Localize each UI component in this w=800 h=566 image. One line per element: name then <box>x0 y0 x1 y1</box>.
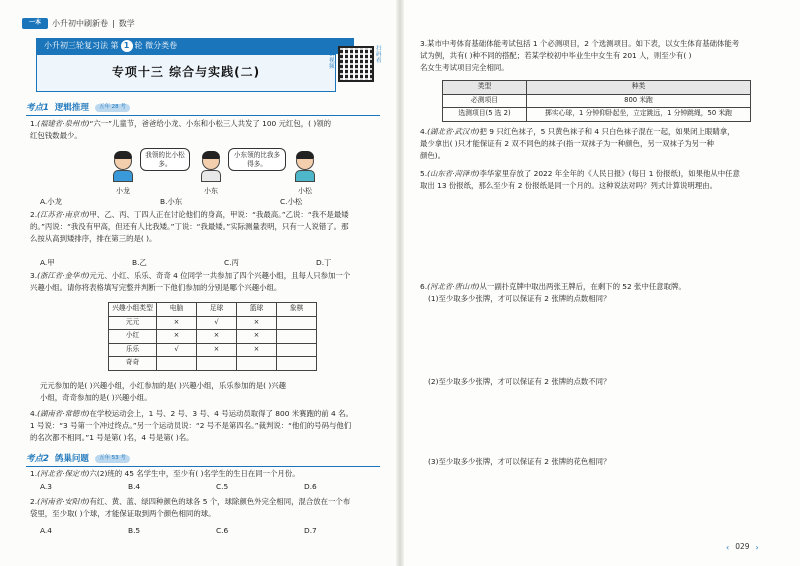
table-cell: 种类 <box>527 81 751 95</box>
section-heading-2 <box>26 452 130 466</box>
page-number-label: 029 <box>735 542 750 552</box>
qr-code-icon[interactable] <box>338 46 374 82</box>
kid-illustration <box>200 152 222 184</box>
question-text: 袋里，至少取( )个球，才能保证取到两个颜色相同的球。 <box>30 508 216 518</box>
question-text: 颜色)。 <box>420 150 446 160</box>
option[interactable]: C.小松 <box>280 197 303 206</box>
table-row <box>109 343 317 357</box>
table-cell: 象棋 <box>277 303 317 317</box>
section-name: 逻辑推理 <box>54 102 89 113</box>
question-text: 兴趣小组。请你将表格填写完整并判断一下他们参加的分别是哪个兴趣小组。 <box>30 282 282 292</box>
series-title: 小升初中刷新卷 <box>52 19 108 28</box>
question-text: 有红、黄、蓝、绿四种颜色的球各 5 个，球除颜色外完全相同，混合放在一个布 <box>89 497 351 506</box>
page-header <box>22 18 135 30</box>
question-3-answers <box>40 380 390 404</box>
question-number: 2. <box>30 210 38 219</box>
sub-question-3 <box>428 456 782 468</box>
question-source: (河北省·唐山市) <box>427 282 480 291</box>
question-text: 从一副扑克牌中取出两张王牌后，在剩下的 52 张中任意取牌。 <box>479 282 686 291</box>
banner-suffix: 轮 微分类卷 <box>134 41 178 51</box>
table-cell: 足球 <box>197 303 237 317</box>
question-text: 元元、小红、乐乐、奇奇 4 位同学一共参加了四个兴趣小组，且每人只参加一个 <box>89 271 351 280</box>
table-row <box>443 94 751 108</box>
table-row <box>109 357 317 371</box>
option[interactable]: B.5 <box>128 526 141 535</box>
options-row <box>40 197 302 208</box>
question-source: (福建省·泉州市) <box>37 119 90 128</box>
table-cell: 掷实心球，1 分钟仰卧起坐，立定跳远，1 分钟跳绳，50 米跑 <box>527 108 751 122</box>
question-text: 甲、乙、丙、丁四人正在讨论他们的身高，甲说：“我最高。”乙说：“我不是最矮 <box>89 210 349 219</box>
option[interactable]: D.7 <box>304 526 317 535</box>
question-number: 6. <box>420 282 428 291</box>
options-row <box>40 526 317 537</box>
question-text: 名女生考试项目完全相同。 <box>420 62 509 72</box>
question-4 <box>30 408 386 444</box>
table-cell: × <box>237 316 277 330</box>
speech-bubble: 我领的比小松多。 <box>140 148 190 171</box>
book-gutter <box>396 0 404 566</box>
question-r5 <box>420 168 782 192</box>
table-cell: × <box>197 343 237 357</box>
option[interactable]: A.甲 <box>40 258 55 267</box>
brand-logo: 一本 <box>22 18 48 29</box>
page-title: 专项十三 综合与实践(二) <box>111 65 261 80</box>
table-cell: 奇奇 <box>109 357 157 371</box>
question-number: 2. <box>30 497 38 506</box>
table-cell: × <box>157 316 197 330</box>
table-cell: 乐乐 <box>109 343 157 357</box>
table-row <box>109 303 317 317</box>
question-text: 最少拿出( )只才能保证有 2 双不同色的袜子(指一双袜子为一种颜色，另一双袜子为另一种 <box>420 138 714 148</box>
kid-illustration <box>294 152 316 184</box>
question-text: 六(2)班的 45 名学生中，至少有( )名学生的生日在同一个月份。 <box>89 469 300 478</box>
table-cell: 必测项目 <box>443 94 527 108</box>
table-cell: √ <box>157 343 197 357</box>
section-rule <box>26 115 380 116</box>
table-cell: 800 米跑 <box>527 94 751 108</box>
question-1 <box>30 118 382 142</box>
round-number: 1 <box>121 40 133 52</box>
question-text: 试为例，共有( )种不同的搭配；若某学校初中毕业生中女生有 201 人，则至少有( ) <box>420 50 692 60</box>
question-source: (湖南省·常德市) <box>37 409 90 418</box>
table-cell[interactable] <box>157 357 197 371</box>
question-text: 李华家里存放了 2022 年全年的《人民日报》(每日 1 份报纸)，如果他从中任意 <box>479 169 740 178</box>
question-source: (浙江省·金华市) <box>37 271 90 280</box>
question-text: 在学校运动会上，1 号、2 号、3 号、4 号运动员取得了 800 米赛跑的前 4 名。 <box>89 409 353 418</box>
question-5 <box>30 468 386 480</box>
review-banner <box>36 38 354 54</box>
table-cell[interactable] <box>277 343 317 357</box>
table-row <box>109 316 317 330</box>
section-kd: 考点1 <box>26 102 49 113</box>
option[interactable]: B.4 <box>128 482 141 491</box>
section-pill: 五年 28 考 <box>95 104 130 112</box>
table-row <box>109 330 317 344</box>
table-cell: 兴趣小组类型 <box>109 303 157 317</box>
question-text: 的。”丙说：“我没有甲高，但还有人比我矮。”丁说：“我最矮。”实际测量表明，只有一人说错了。那 <box>30 221 349 231</box>
table-cell: × <box>197 330 237 344</box>
question-source: (河北省·保定市) <box>37 469 90 478</box>
topic-box <box>36 54 336 92</box>
sub-question: (1)至少取多少张牌，才可以保证有 2 张牌的点数相同？ <box>428 293 611 303</box>
question-source: (江苏省·南京市) <box>37 210 90 219</box>
question-number: 1. <box>30 469 38 478</box>
answer-blank-line[interactable]: 小组，奇奇参加的是( )兴趣小组。 <box>40 392 152 402</box>
qr-label-left: 精讲视频 <box>329 46 335 71</box>
sub-question: (3)至少取多少张牌，才可以保证有 2 张牌的花色相同？ <box>428 457 611 466</box>
prev-page-icon[interactable]: ‹ <box>726 543 730 552</box>
table-cell: × <box>237 330 277 344</box>
table-cell: 选测项目(5 选 2) <box>443 108 527 122</box>
table-cell: 元元 <box>109 316 157 330</box>
question-2 <box>30 209 386 245</box>
table-cell[interactable] <box>277 316 317 330</box>
question-r4 <box>420 126 782 162</box>
question-text: “六一”儿童节，爸爸给小龙、小东和小松三人共发了 100 元红包，( )领的 <box>89 119 332 128</box>
section-kd: 考点2 <box>26 453 49 464</box>
section-pill: 五年 53 考 <box>95 455 130 463</box>
table-cell: 小红 <box>109 330 157 344</box>
question-r3 <box>420 38 782 74</box>
table-cell: 篮球 <box>237 303 277 317</box>
question-text: 么按从高到矮排序，排在第三的是( )。 <box>30 233 157 243</box>
option[interactable]: B.乙 <box>132 258 147 267</box>
question-r6 <box>420 281 782 305</box>
question-number: 4. <box>420 127 428 136</box>
exam-items-table <box>442 80 751 122</box>
table-cell: √ <box>197 316 237 330</box>
option[interactable]: A.3 <box>40 482 52 491</box>
question-text: 把 9 只红色袜子，5 只黄色袜子和 4 只白色袜子混在一起，如果闭上眼睛拿， <box>479 127 735 136</box>
question-text: 1 号说：“3 号第一个冲过终点。”另一个运动员说：“2 号不是第四名。”裁判说：“他们的号码与他们 <box>30 420 352 430</box>
kid-name: 小龙 <box>116 187 130 195</box>
answer-blank-line[interactable]: 元元参加的是( )兴趣小组，小红参加的是( )兴趣小组，乐乐参加的是( )兴趣 <box>40 381 287 390</box>
question-source: (山东省·菏泽市) <box>427 169 480 178</box>
next-page-icon[interactable]: › <box>755 543 759 552</box>
question-3 <box>30 270 386 294</box>
section-rule <box>26 466 380 467</box>
option[interactable]: C.6 <box>216 526 229 535</box>
table-cell[interactable] <box>277 357 317 371</box>
question-number: 4. <box>30 409 38 418</box>
question-6 <box>30 496 386 520</box>
question-number: 5. <box>420 169 428 178</box>
kid-name: 小松 <box>298 187 312 195</box>
kid-name: 小东 <box>204 187 218 195</box>
table-cell: × <box>237 343 277 357</box>
sub-question: (2)至少取多少张牌，才可以保证有 2 张牌的点数不同？ <box>428 377 611 386</box>
page-number <box>726 542 759 554</box>
table-row <box>443 108 751 122</box>
interest-group-table <box>108 302 317 371</box>
sub-question-2 <box>428 376 782 388</box>
table-cell: × <box>157 330 197 344</box>
question-number: 3. <box>420 39 428 48</box>
option[interactable]: C.丙 <box>224 258 239 267</box>
banner-prefix: 小升初三轮复习法 第 <box>44 41 119 51</box>
table-cell: 类型 <box>443 81 527 95</box>
question-text: 某市中考体育基础体能考试包括 1 个必测项目，2 个选测项目。如下表，以女生体育基础体能考 <box>427 39 740 48</box>
speech-bubble: 小东领的比我多得多。 <box>228 148 286 171</box>
table-cell: 电脑 <box>157 303 197 317</box>
question-text: 取出 13 份报纸，那么至少有 2 份报纸是同一个月的。这种说法对吗？列式计算说明理由。 <box>420 180 717 190</box>
option[interactable]: D.6 <box>304 482 317 491</box>
header-divider: | <box>112 19 115 28</box>
section-name: 鸽巢问题 <box>54 453 89 464</box>
options-row <box>40 258 331 269</box>
question-text: 的名次都不相同。”1 号是第( )名，4 号是第( )名。 <box>30 432 194 442</box>
question-source: (河南省·安阳市) <box>37 497 90 506</box>
question-number: 3. <box>30 271 38 280</box>
table-cell[interactable] <box>277 330 317 344</box>
option[interactable]: D.丁 <box>316 258 332 267</box>
question-number: 1. <box>30 119 38 128</box>
option[interactable]: A.小龙 <box>40 197 63 206</box>
table-row <box>443 81 751 95</box>
options-row <box>40 482 317 493</box>
option[interactable]: B.小东 <box>160 197 183 206</box>
table-cell[interactable] <box>237 357 277 371</box>
table-cell[interactable] <box>197 357 237 371</box>
option[interactable]: A.4 <box>40 526 52 535</box>
question-text: 红包钱数最少。 <box>30 130 82 140</box>
qr-label-right: 扫码看 <box>376 46 382 65</box>
subject-label: 数学 <box>118 19 135 28</box>
question-source: (湖北省·武汉市) <box>427 127 480 136</box>
option[interactable]: C.5 <box>216 482 229 491</box>
kid-illustration <box>112 152 134 184</box>
section-heading-1 <box>26 101 130 115</box>
